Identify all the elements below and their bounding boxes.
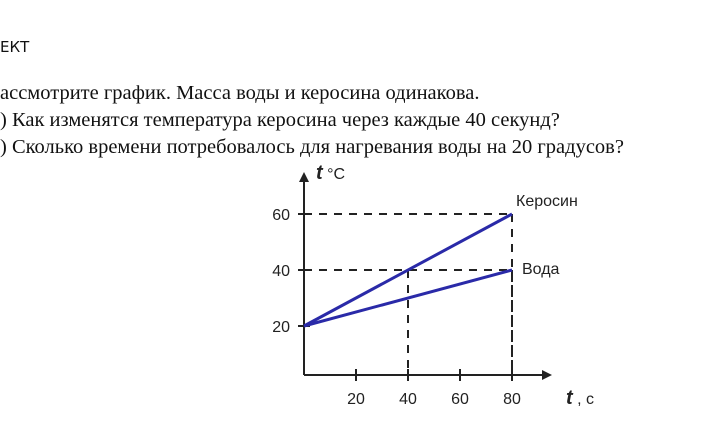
task-intro: ассмотрите график. Масса воды и керосина одинакова.	[0, 82, 480, 104]
x-axis-arrow	[542, 370, 552, 380]
section-heading: ЕКТ	[0, 38, 30, 56]
series-label: Вода	[522, 261, 560, 278]
y-axis-label	[316, 162, 345, 184]
x-axis-unit: , с	[572, 391, 595, 408]
series-label: Керосин	[516, 193, 578, 210]
y-axis-arrow	[299, 172, 309, 182]
y-tick-label: 60	[272, 207, 290, 224]
question-a: ) Как изменятся температура керосина через каждые 40 секунд?	[0, 109, 560, 131]
x-tick-label: 20	[347, 391, 365, 408]
x-tick-label: 80	[503, 391, 521, 408]
x-tick-label: 40	[399, 391, 417, 408]
x-axis-symbol: t	[566, 387, 573, 409]
x-axis-label	[566, 387, 594, 409]
x-tick-label: 60	[451, 391, 469, 408]
y-tick-label: 40	[272, 263, 290, 280]
y-tick-label: 20	[272, 319, 290, 336]
y-axis-symbol: t	[316, 162, 323, 184]
y-axis-unit: °С	[322, 166, 346, 183]
question-b: ) Сколько времени потребовалось для нагревания воды на 20 градусов?	[0, 136, 624, 158]
